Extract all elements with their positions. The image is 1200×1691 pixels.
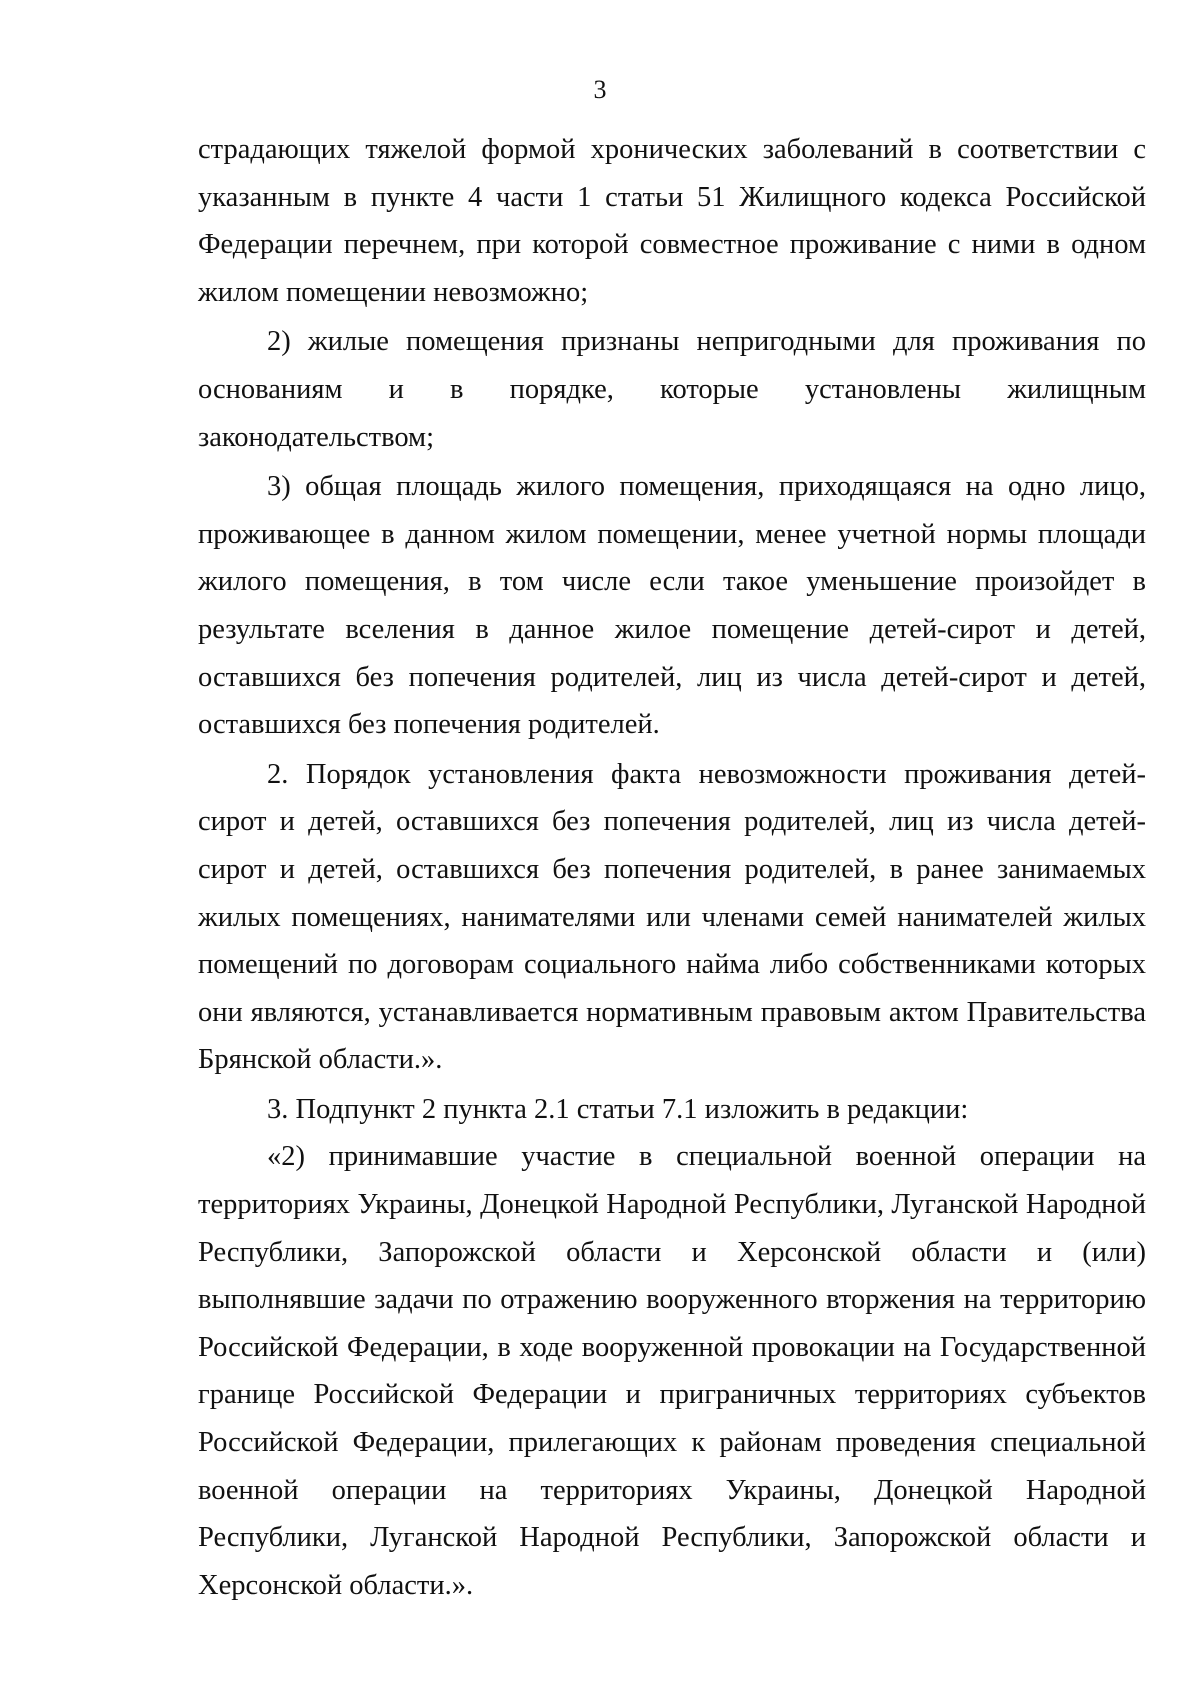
paragraph-item-3: 3) общая площадь жилого помещения, приходящаяся на одно лицо, проживающее в данном жилом помещении, менее учетной нормы площади жилого помещения, в том числе если такое уменьшение произойдет в результате вселения в данное жилое помещение детей-сирот и детей, оставшихся без попечения родителей, лиц из числа детей-сирот и детей, оставшихся без попечения родителей. (198, 471, 1146, 741)
paragraph-section-2: 2. Порядок установления факта невозможности проживания детей-сирот и детей, оставшихся без попечения родителей, лиц из числа детей-сирот и детей, оставшихся без попечения родителей, в ранее занимаемых жилых помещениях, нанимателями или членами семей нанимателей жилых помещений по договорам социального найма либо собственниками которых они являются, устанавливается нормативным правовым актом Правительства Брянской области.». (198, 758, 1146, 1076)
page-number: 3 (593, 75, 607, 104)
paragraph-continuation: страдающих тяжелой формой хронических заболеваний в соответствии с указанным в пункте 4 части 1 статьи 51 Жилищного кодекса Российской Федерации перечнем, при которой совместное проживание с ними в одном жилом помещении невозможно; (198, 134, 1146, 308)
paragraph-item-2: 2) жилые помещения признаны непригодными для проживания по основаниям и в порядке, которые установлены жилищным законодательством; (198, 326, 1146, 453)
paragraph-quoted-item-2: «2) принимавшие участие в специальной военной операции на территориях Украины, Донецкой Народной Республики, Луганской Народной Республики, Запорожской области и Херсонской области и (или) выполнявшие задачи по отражению вооруженного вторжения на территорию Российской Федерации, в ходе вооруженной провокации на Государственной границе Российской Федерации и приграничных территориях субъектов Российской Федерации, прилегающих к районам проведения специальной военной операции на территориях Украины, Донецкой Народной Республики, Луганской Народной Республики, Запорожской области и Херсонской области.». (198, 1141, 1146, 1601)
paragraph-section-3: 3. Подпункт 2 пункта 2.1 статьи 7.1 изложить в редакции: (267, 1093, 969, 1125)
document-body (198, 126, 1146, 1609)
